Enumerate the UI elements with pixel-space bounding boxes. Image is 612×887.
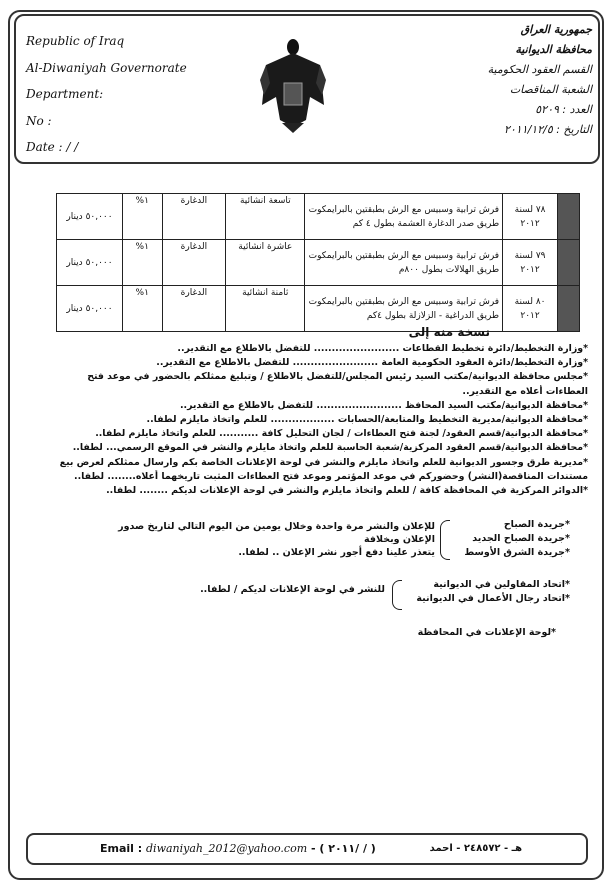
unions-note: للنشر في لوحة الإعلانات لديكم / لطفا.. bbox=[200, 584, 385, 595]
arabic-date: التاريخ : ٢٠١١/١٢/٥ bbox=[503, 123, 592, 136]
footer-email bbox=[100, 842, 376, 855]
english-no: No : bbox=[26, 113, 52, 128]
list-item: *مديرية طرق وجسور الديوانية للعلم واتخاذ مايلزم والنشر في لوحة الإعلانات الخاصة بكم وارسال ممثلكم لعرض بيع bbox=[59, 456, 588, 468]
tender-place: الدغارة bbox=[162, 194, 226, 240]
list-item: *اتحاد المقاولين في الديوانية bbox=[433, 579, 570, 590]
tender-price: ٥٠,٠٠٠ دينار bbox=[57, 240, 123, 286]
eagle-emblem-icon bbox=[258, 35, 328, 135]
tender-description: فرش ترابية وسبيس مع الرش بطبقتين بالبرايمكوت طريق صدر الدغارة العشمة بطول ٤ كم bbox=[305, 194, 503, 240]
notice-board-line: *لوحة الإعلانات في المحافظة bbox=[417, 627, 556, 638]
list-item: *جريدة الصباح الجديد bbox=[472, 533, 570, 544]
table-row bbox=[57, 240, 580, 286]
arabic-number: العدد : ٥٢٠٩ bbox=[535, 103, 592, 116]
newspaper-names bbox=[450, 518, 570, 560]
union-names bbox=[400, 578, 570, 606]
tenders-table bbox=[56, 193, 580, 332]
list-item: مستندات المناقصة(النشر) وحضوركم في موعد المؤتمر وموعد فتح العطاءات المثبت تاريخهما أعلاه........ لطفا.. bbox=[74, 470, 588, 482]
table-row bbox=[57, 286, 580, 332]
tender-number: ٨٠ لسنة ٢٠١٢ bbox=[503, 286, 558, 332]
arabic-division: الشعبة المناقصات bbox=[509, 83, 592, 96]
list-item: العطاءات أعلاه مع التقدير.. bbox=[462, 385, 588, 397]
arabic-country: جمهورية العراق bbox=[520, 23, 592, 36]
list-item: *وزارة التخطيط/دائرة العقود الحكومية العامة ........................ للتفضل بالاطلاع مع التقدير.. bbox=[156, 357, 588, 369]
list-item: *محافظة الديوانية/قسم العقود المركزية/شعبة الحاسبة للعلم واتخاذ مايلزم والنشر في الموقع الرسمي... لطفا.. bbox=[72, 442, 588, 454]
tender-price: ٥٠,٠٠٠ دينار bbox=[57, 286, 123, 332]
list-item: *محافظة الديوانية/قسم العقود/ لجنة فتح العطاءات / لجان التحليل كافة ........... للعلم واتخاذ مايلزم لطفا.. bbox=[95, 428, 588, 440]
list-item: *اتحاد رجال الأعمال في الديوانية bbox=[416, 593, 570, 604]
english-date: Date : / / bbox=[26, 140, 79, 154]
tender-number: ٧٩ لسنة ٢٠١٢ bbox=[503, 240, 558, 286]
brace-icon bbox=[392, 580, 402, 610]
row-emblem-icon bbox=[558, 240, 580, 286]
footer-reference: هـ - ٢٤٨٥٧٢ - احمد bbox=[429, 843, 522, 854]
list-item: *مجلس محافظة الديوانية/مكتب السيد رئيس المجلس/للتفضل بالاطلاع / وتبليغ ممثلكم بالحضور في موعد فتح bbox=[87, 371, 588, 383]
email-label: Email : bbox=[100, 842, 143, 855]
email-suffix: - ( ٢٠١١/ / ) bbox=[310, 842, 376, 855]
tender-grade: تاسعة انشائية bbox=[226, 194, 305, 240]
copy-to-heading: نسخة منه إلى bbox=[408, 325, 490, 339]
arabic-governorate: محافظة الديوانية bbox=[515, 43, 592, 56]
row-emblem-icon bbox=[558, 286, 580, 332]
newspapers-note bbox=[105, 520, 435, 559]
row-emblem-icon bbox=[558, 194, 580, 240]
tender-percent: ١% bbox=[122, 240, 162, 286]
tender-description: فرش ترابية وسبيس مع الرش بطبقتين بالبرايمكوت طريق الدراغية - الزلازلة بطول ٤كم bbox=[305, 286, 503, 332]
list-item: *محافظة الديوانية/مكتب السيد المحافظ ........................ للتفضل بالاطلاع مع التقدير.. bbox=[179, 399, 588, 411]
english-department: Department: bbox=[26, 87, 104, 101]
tender-grade: ثامنة انشائية bbox=[226, 286, 305, 332]
english-country: Republic of Iraq bbox=[26, 34, 125, 48]
tender-place: الدغارة bbox=[162, 286, 226, 332]
newspapers-note-line1: للإعلان والنشر مرة واحدة وخلال يومين من اليوم التالي لتاريخ صدور الإعلان وبخلافة bbox=[118, 521, 435, 545]
list-item: *محافظة الديوانية/مديرية التخطيط والمتابعة/الحسابات .................. للعلم واتخاذ مايلزم لطفا.. bbox=[146, 414, 588, 426]
table-row bbox=[57, 194, 580, 240]
list-item: *جريدة الشرق الأوسط bbox=[464, 547, 570, 558]
email-address[interactable]: diwaniyah_2012@yahoo.com bbox=[146, 842, 308, 855]
tender-place: الدغارة bbox=[162, 240, 226, 286]
tender-percent: ١% bbox=[122, 194, 162, 240]
arabic-letterhead bbox=[402, 20, 592, 140]
english-letterhead bbox=[26, 28, 246, 161]
arabic-department: القسم العقود الحكومية bbox=[487, 63, 592, 76]
list-item: *وزارة التخطيط/دائرة تخطيط القطاعات ........................ للتفضل بالاطلاع مع التقدير.. bbox=[177, 343, 588, 354]
tender-number: ٧٨ لسنة ٢٠١٢ bbox=[503, 194, 558, 240]
list-item: *جريدة الصباح bbox=[503, 519, 570, 530]
newspapers-note-line2: يتعذر علينا دفع أجور نشر الإعلان .. لطفا.. bbox=[238, 547, 435, 558]
brace-icon bbox=[440, 520, 450, 560]
tender-grade: عاشرة انشائية bbox=[226, 240, 305, 286]
tender-description: فرش ترابية وسبيس مع الرش بطبقتين بالبرايمكوت طريق الهلالات بطول ٨٠٠م bbox=[305, 240, 503, 286]
tender-price: ٥٠,٠٠٠ دينار bbox=[57, 194, 123, 240]
recipients-list bbox=[28, 342, 588, 498]
english-governorate: Al-Diwaniyah Governorate bbox=[26, 60, 187, 75]
tender-percent: ١% bbox=[122, 286, 162, 332]
list-item: *الدوائر المركزية في المحافظة كافة / للعلم واتخاذ مايلزم والنشر في لوحة الإعلانات لديكم ........ لطفا.. bbox=[106, 485, 588, 497]
